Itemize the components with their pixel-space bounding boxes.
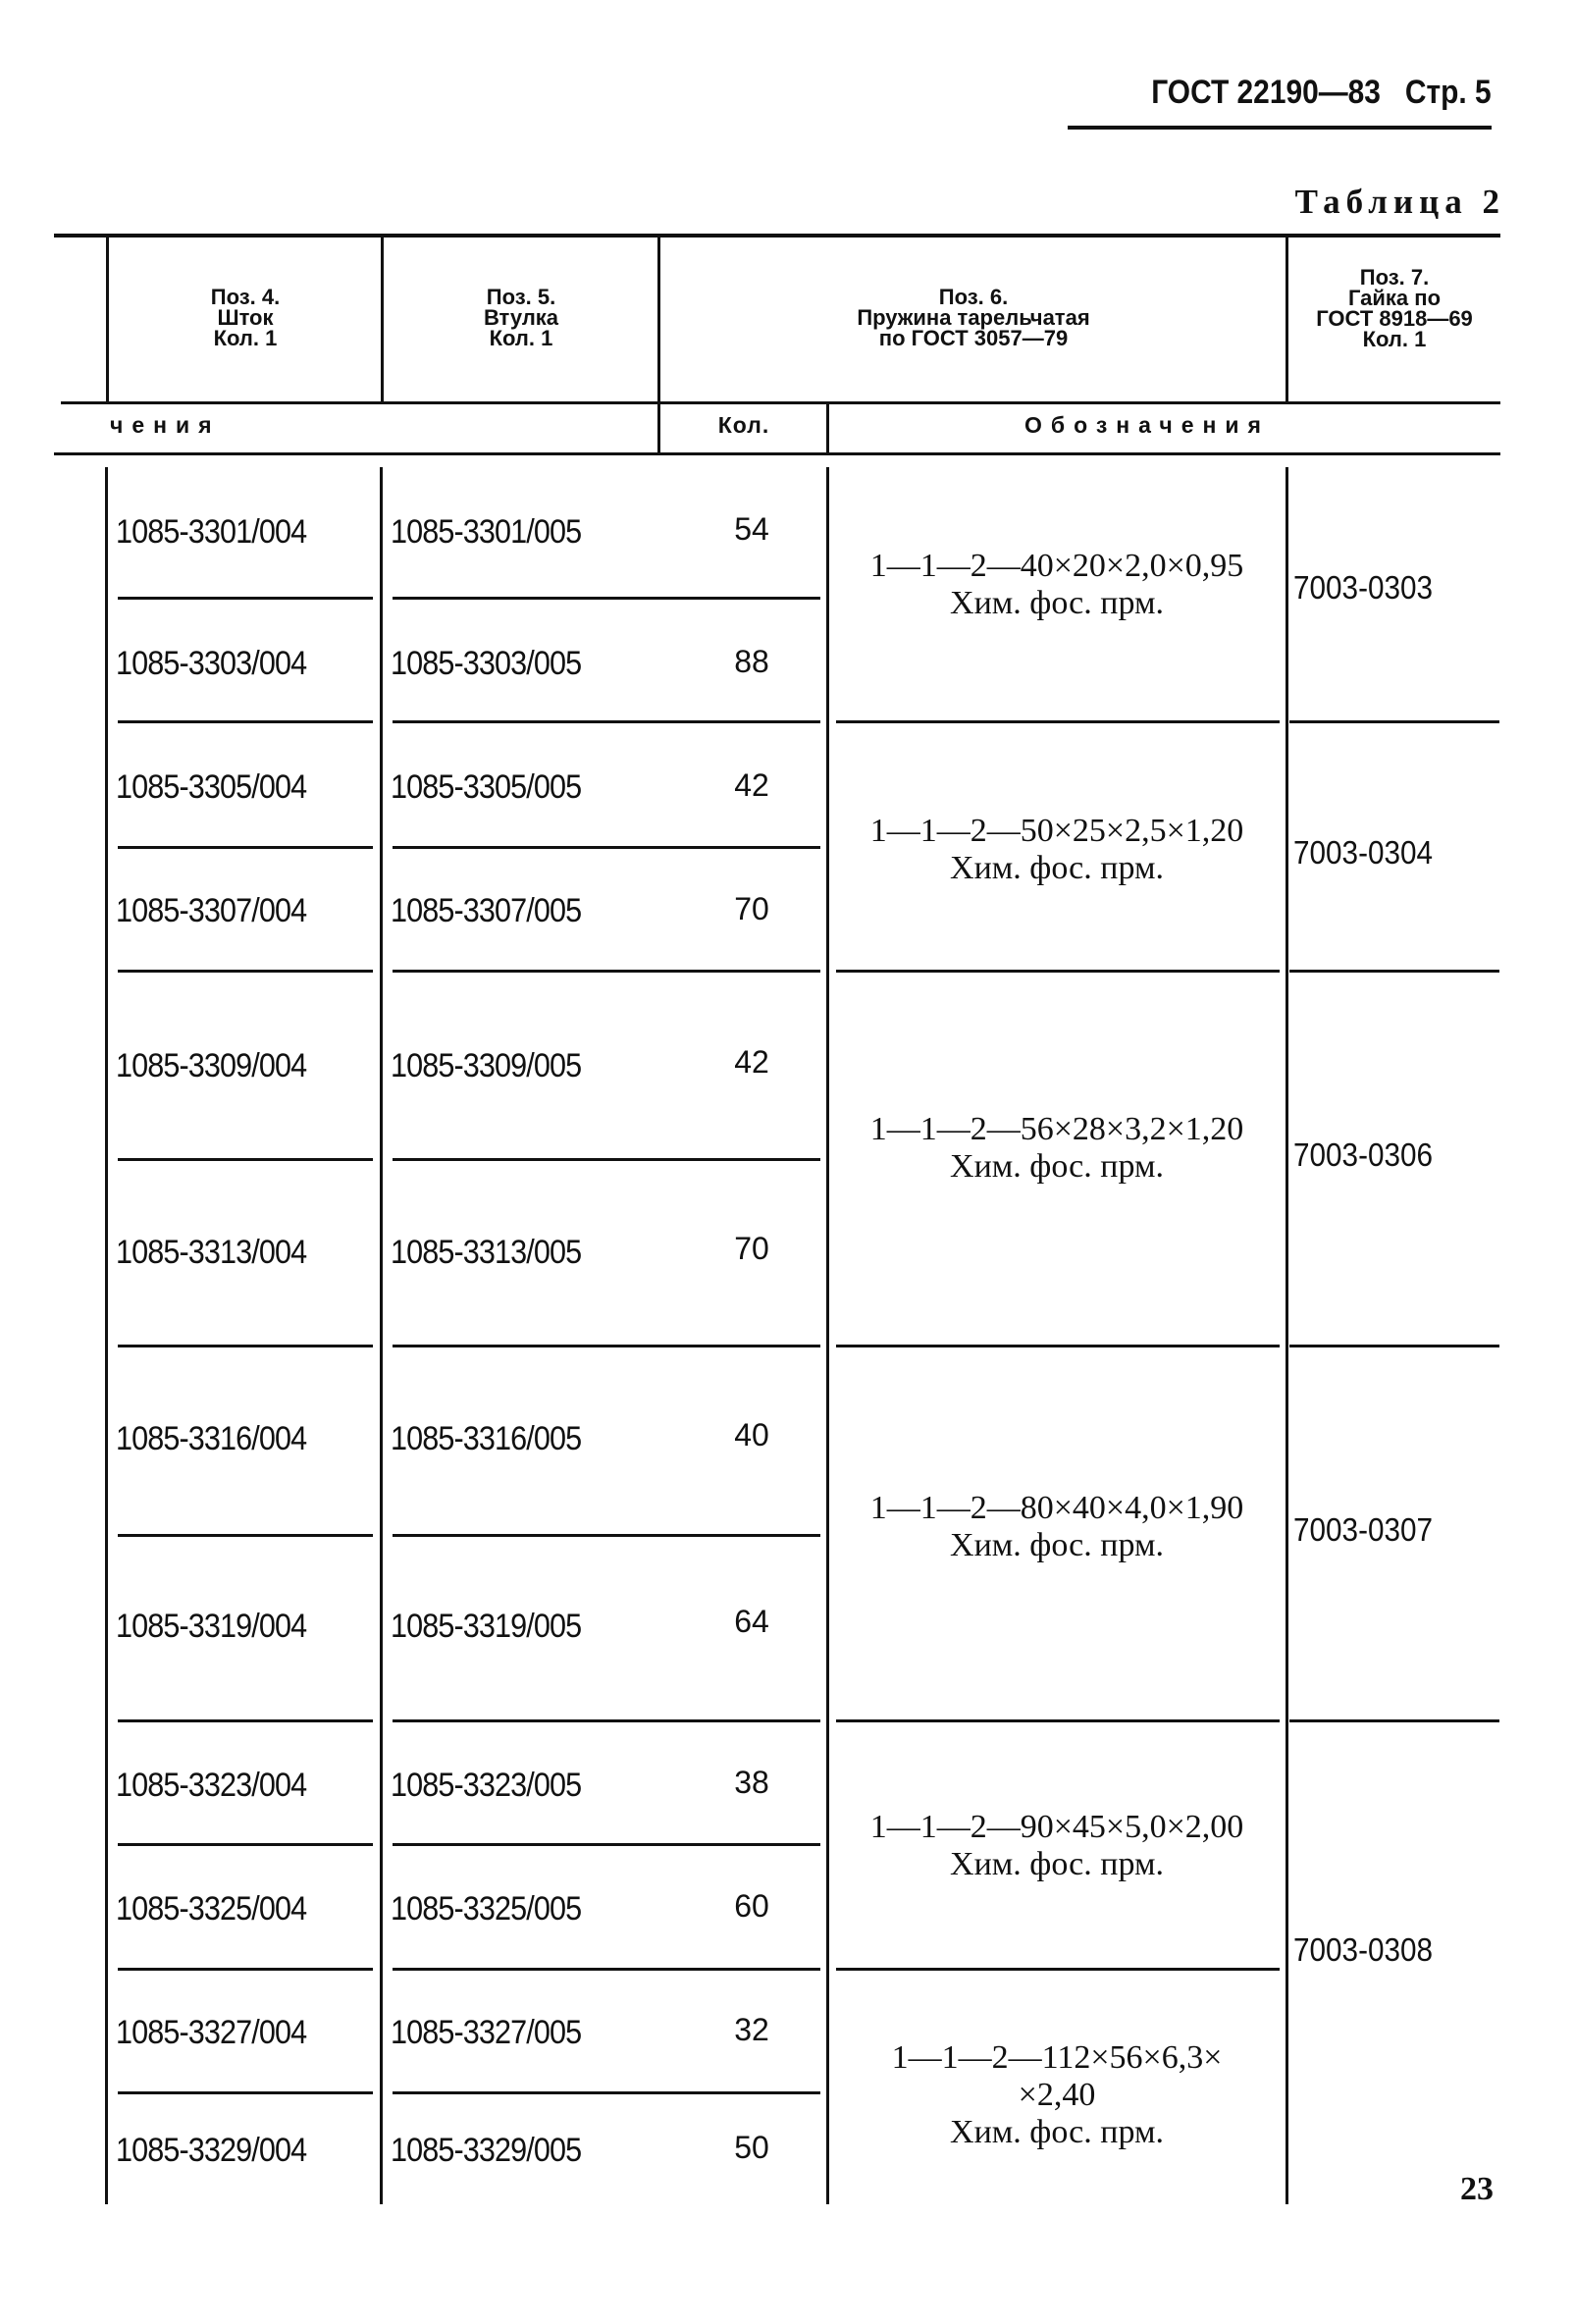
spring-designation: 1—1—2—56×28×3,2×1,20 Хим. фос. прм. [869, 1111, 1244, 1185]
spring-designation: 1—1—2—112×56×6,3× ×2,40 Хим. фос. прм. [891, 2039, 1223, 2150]
stock-cell: 1085-3316/004 [116, 1420, 307, 1457]
standard-number: ГОСТ 22190—83 [1151, 74, 1382, 111]
nut-cell: 7003-0307 [1293, 1511, 1434, 1548]
subheader-designations: Обозначения [1024, 412, 1270, 438]
subheader-designations-left: чения [110, 412, 221, 438]
bushing-cell: 1085-3316/005 [391, 1420, 582, 1457]
bushing-cell: 1085-3319/005 [391, 1608, 582, 1645]
qty-cell: 42 [734, 767, 769, 803]
stock-cell: 1085-3329/004 [116, 2132, 307, 2169]
stock-cell: 1085-3301/004 [116, 513, 307, 551]
bushing-cell: 1085-3329/005 [391, 2132, 582, 2169]
spring-designation: 1—1—2—40×20×2,0×0,95 Хим. фос. прм. [869, 548, 1244, 621]
stock-cell: 1085-3303/004 [116, 645, 307, 682]
stock-cell: 1085-3323/004 [116, 1767, 307, 1804]
stock-cell: 1085-3307/004 [116, 892, 307, 929]
page-header [1152, 74, 1492, 112]
bushing-cell: 1085-3327/005 [391, 2014, 582, 2051]
stock-cell: 1085-3313/004 [116, 1234, 307, 1271]
qty-cell: 32 [734, 2012, 769, 2047]
qty-cell: 38 [734, 1765, 769, 1800]
header-pos6: Поз. 6. Пружина тарельчатая по ГОСТ 3057—79 [857, 285, 1090, 350]
qty-cell: 64 [734, 1604, 769, 1639]
qty-cell: 88 [734, 644, 769, 679]
stock-cell: 1085-3319/004 [116, 1608, 307, 1645]
spring-designation: 1—1—2—80×40×4,0×1,90 Хим. фос. прм. [869, 1490, 1244, 1563]
qty-cell: 70 [734, 891, 769, 926]
header-underline [1068, 126, 1492, 130]
nut-cell: 7003-0306 [1293, 1136, 1434, 1173]
page-number: 23 [1460, 2171, 1494, 2207]
qty-cell: 54 [734, 511, 769, 547]
qty-cell: 42 [734, 1044, 769, 1080]
nut-cell: 7003-0304 [1293, 834, 1434, 871]
table-name: Таблица 2 [1294, 183, 1505, 221]
nut-cell: 7003-0308 [1293, 1931, 1434, 1968]
bushing-cell: 1085-3323/005 [391, 1767, 582, 1804]
header-pos4: Поз. 4. Шток Кол. 1 [210, 285, 281, 350]
spring-designation: 1—1—2—90×45×5,0×2,00 Хим. фос. прм. [869, 1809, 1244, 1882]
qty-cell: 40 [734, 1417, 769, 1452]
stock-cell: 1085-3325/004 [116, 1890, 307, 1928]
spring-designation: 1—1—2—50×25×2,5×1,20 Хим. фос. прм. [869, 813, 1244, 886]
header-pos5: Поз. 5. Втулка Кол. 1 [483, 285, 559, 350]
nut-cell: 7003-0303 [1293, 569, 1434, 606]
bushing-cell: 1085-3309/005 [391, 1047, 582, 1084]
bushing-cell: 1085-3325/005 [391, 1890, 582, 1928]
stock-cell: 1085-3309/004 [116, 1047, 307, 1084]
bushing-cell: 1085-3307/005 [391, 892, 582, 929]
qty-cell: 50 [734, 2130, 769, 2165]
qty-cell: 60 [734, 1888, 769, 1924]
bushing-cell: 1085-3301/005 [391, 513, 582, 551]
bushing-cell: 1085-3313/005 [391, 1234, 582, 1271]
qty-cell: 70 [734, 1231, 769, 1266]
bushing-cell: 1085-3305/005 [391, 768, 582, 806]
page-label: Стр. 5 [1405, 74, 1492, 111]
stock-cell: 1085-3327/004 [116, 2014, 307, 2051]
header-pos7: Поз. 7. Гайка по ГОСТ 8918—69 Кол. 1 [1316, 265, 1473, 351]
stock-cell: 1085-3305/004 [116, 768, 307, 806]
bushing-cell: 1085-3303/005 [391, 645, 582, 682]
subheader-qty: Кол. [717, 412, 770, 438]
